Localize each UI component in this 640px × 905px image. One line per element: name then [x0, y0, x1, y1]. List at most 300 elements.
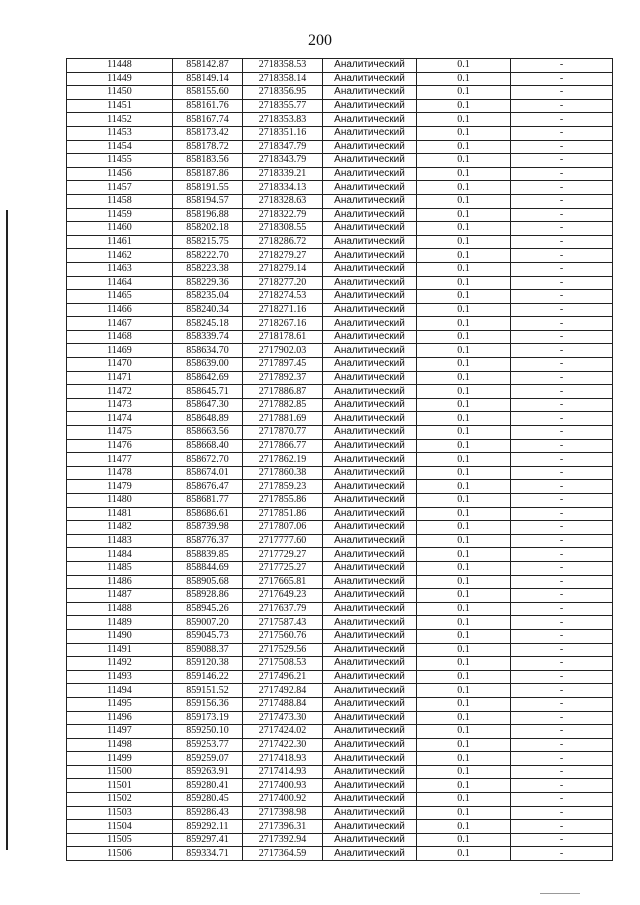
point-id-cell: 11496	[67, 711, 173, 725]
table-row	[67, 765, 613, 779]
note-cell: -	[511, 72, 613, 86]
accuracy-cell: 0.1	[417, 657, 511, 671]
y-coordinate-cell: 2717866.77	[243, 439, 323, 453]
accuracy-cell: 0.1	[417, 276, 511, 290]
table-row	[67, 480, 613, 494]
note-cell: -	[511, 194, 613, 208]
x-coordinate-cell: 858668.40	[173, 439, 243, 453]
x-coordinate-cell: 859259.07	[173, 752, 243, 766]
accuracy-cell: 0.1	[417, 833, 511, 847]
accuracy-cell: 0.1	[417, 847, 511, 861]
accuracy-cell: 0.1	[417, 752, 511, 766]
note-cell: -	[511, 589, 613, 603]
point-id-cell: 11463	[67, 262, 173, 276]
method-cell: Аналитический	[323, 725, 417, 739]
table-row	[67, 222, 613, 236]
method-cell: Аналитический	[323, 317, 417, 331]
table-row	[67, 494, 613, 508]
x-coordinate-cell: 859173.19	[173, 711, 243, 725]
accuracy-cell: 0.1	[417, 494, 511, 508]
y-coordinate-cell: 2717881.69	[243, 412, 323, 426]
table-row	[67, 317, 613, 331]
x-coordinate-cell: 859286.43	[173, 806, 243, 820]
method-cell: Аналитический	[323, 453, 417, 467]
y-coordinate-cell: 2718347.79	[243, 140, 323, 154]
y-coordinate-cell: 2718267.16	[243, 317, 323, 331]
table-row	[67, 113, 613, 127]
table-row	[67, 358, 613, 372]
method-cell: Аналитический	[323, 806, 417, 820]
point-id-cell: 11504	[67, 820, 173, 834]
x-coordinate-cell: 858905.68	[173, 575, 243, 589]
note-cell: -	[511, 385, 613, 399]
table-row	[67, 602, 613, 616]
y-coordinate-cell: 2718353.83	[243, 113, 323, 127]
point-id-cell: 11471	[67, 371, 173, 385]
y-coordinate-cell: 2717424.02	[243, 725, 323, 739]
note-cell: -	[511, 521, 613, 535]
point-id-cell: 11493	[67, 670, 173, 684]
point-id-cell: 11480	[67, 494, 173, 508]
method-cell: Аналитический	[323, 847, 417, 861]
accuracy-cell: 0.1	[417, 154, 511, 168]
note-cell: -	[511, 317, 613, 331]
accuracy-cell: 0.1	[417, 99, 511, 113]
point-id-cell: 11482	[67, 521, 173, 535]
accuracy-cell: 0.1	[417, 711, 511, 725]
note-cell: -	[511, 494, 613, 508]
note-cell: -	[511, 113, 613, 127]
point-id-cell: 11464	[67, 276, 173, 290]
x-coordinate-cell: 858223.38	[173, 262, 243, 276]
x-coordinate-cell: 858183.56	[173, 154, 243, 168]
x-coordinate-cell: 859253.77	[173, 738, 243, 752]
note-cell: -	[511, 738, 613, 752]
note-cell: -	[511, 779, 613, 793]
point-id-cell: 11472	[67, 385, 173, 399]
table-row	[67, 521, 613, 535]
y-coordinate-cell: 2718356.95	[243, 86, 323, 100]
x-coordinate-cell: 858240.34	[173, 303, 243, 317]
point-id-cell: 11501	[67, 779, 173, 793]
table-row	[67, 507, 613, 521]
note-cell: -	[511, 507, 613, 521]
method-cell: Аналитический	[323, 358, 417, 372]
coordinates-table	[66, 58, 613, 861]
accuracy-cell: 0.1	[417, 466, 511, 480]
accuracy-cell: 0.1	[417, 140, 511, 154]
x-coordinate-cell: 858945.26	[173, 602, 243, 616]
x-coordinate-cell: 858149.14	[173, 72, 243, 86]
point-id-cell: 11465	[67, 290, 173, 304]
accuracy-cell: 0.1	[417, 358, 511, 372]
method-cell: Аналитический	[323, 262, 417, 276]
accuracy-cell: 0.1	[417, 426, 511, 440]
table-row	[67, 371, 613, 385]
x-coordinate-cell: 858928.86	[173, 589, 243, 603]
accuracy-cell: 0.1	[417, 262, 511, 276]
accuracy-cell: 0.1	[417, 670, 511, 684]
x-coordinate-cell: 858681.77	[173, 494, 243, 508]
accuracy-cell: 0.1	[417, 480, 511, 494]
x-coordinate-cell: 858339.74	[173, 330, 243, 344]
method-cell: Аналитический	[323, 208, 417, 222]
method-cell: Аналитический	[323, 697, 417, 711]
point-id-cell: 11500	[67, 765, 173, 779]
table-row	[67, 439, 613, 453]
note-cell: -	[511, 426, 613, 440]
method-cell: Аналитический	[323, 167, 417, 181]
y-coordinate-cell: 2717560.76	[243, 629, 323, 643]
method-cell: Аналитический	[323, 507, 417, 521]
method-cell: Аналитический	[323, 833, 417, 847]
point-id-cell: 11476	[67, 439, 173, 453]
y-coordinate-cell: 2717418.93	[243, 752, 323, 766]
accuracy-cell: 0.1	[417, 806, 511, 820]
point-id-cell: 11455	[67, 154, 173, 168]
method-cell: Аналитический	[323, 534, 417, 548]
table-row	[67, 303, 613, 317]
scan-speck	[540, 893, 580, 894]
method-cell: Аналитический	[323, 779, 417, 793]
note-cell: -	[511, 86, 613, 100]
accuracy-cell: 0.1	[417, 507, 511, 521]
point-id-cell: 11449	[67, 72, 173, 86]
accuracy-cell: 0.1	[417, 616, 511, 630]
accuracy-cell: 0.1	[417, 765, 511, 779]
point-id-cell: 11505	[67, 833, 173, 847]
x-coordinate-cell: 859156.36	[173, 697, 243, 711]
y-coordinate-cell: 2717649.23	[243, 589, 323, 603]
method-cell: Аналитический	[323, 126, 417, 140]
y-coordinate-cell: 2718271.16	[243, 303, 323, 317]
x-coordinate-cell: 858645.71	[173, 385, 243, 399]
note-cell: -	[511, 833, 613, 847]
note-cell: -	[511, 765, 613, 779]
y-coordinate-cell: 2717860.38	[243, 466, 323, 480]
point-id-cell: 11456	[67, 167, 173, 181]
y-coordinate-cell: 2718277.20	[243, 276, 323, 290]
x-coordinate-cell: 859297.41	[173, 833, 243, 847]
y-coordinate-cell: 2717529.56	[243, 643, 323, 657]
note-cell: -	[511, 154, 613, 168]
point-id-cell: 11454	[67, 140, 173, 154]
x-coordinate-cell: 858739.98	[173, 521, 243, 535]
accuracy-cell: 0.1	[417, 589, 511, 603]
method-cell: Аналитический	[323, 426, 417, 440]
note-cell: -	[511, 276, 613, 290]
method-cell: Аналитический	[323, 629, 417, 643]
table-row	[67, 847, 613, 861]
method-cell: Аналитический	[323, 561, 417, 575]
table-row	[67, 629, 613, 643]
x-coordinate-cell: 859045.73	[173, 629, 243, 643]
y-coordinate-cell: 2717488.84	[243, 697, 323, 711]
table-row	[67, 344, 613, 358]
table-row	[67, 738, 613, 752]
y-coordinate-cell: 2718308.55	[243, 222, 323, 236]
point-id-cell: 11468	[67, 330, 173, 344]
method-cell: Аналитический	[323, 154, 417, 168]
point-id-cell: 11499	[67, 752, 173, 766]
y-coordinate-cell: 2717855.86	[243, 494, 323, 508]
accuracy-cell: 0.1	[417, 697, 511, 711]
y-coordinate-cell: 2718286.72	[243, 235, 323, 249]
accuracy-cell: 0.1	[417, 303, 511, 317]
table-row	[67, 534, 613, 548]
y-coordinate-cell: 2717882.85	[243, 398, 323, 412]
table-row	[67, 806, 613, 820]
note-cell: -	[511, 793, 613, 807]
point-id-cell: 11478	[67, 466, 173, 480]
point-id-cell: 11488	[67, 602, 173, 616]
x-coordinate-cell: 858235.04	[173, 290, 243, 304]
y-coordinate-cell: 2717892.37	[243, 371, 323, 385]
accuracy-cell: 0.1	[417, 561, 511, 575]
note-cell: -	[511, 167, 613, 181]
y-coordinate-cell: 2718279.14	[243, 262, 323, 276]
point-id-cell: 11494	[67, 684, 173, 698]
y-coordinate-cell: 2717862.19	[243, 453, 323, 467]
x-coordinate-cell: 859263.91	[173, 765, 243, 779]
method-cell: Аналитический	[323, 602, 417, 616]
note-cell: -	[511, 534, 613, 548]
y-coordinate-cell: 2717851.86	[243, 507, 323, 521]
point-id-cell: 11460	[67, 222, 173, 236]
accuracy-cell: 0.1	[417, 126, 511, 140]
accuracy-cell: 0.1	[417, 208, 511, 222]
method-cell: Аналитический	[323, 113, 417, 127]
note-cell: -	[511, 602, 613, 616]
x-coordinate-cell: 858222.70	[173, 249, 243, 263]
note-cell: -	[511, 439, 613, 453]
x-coordinate-cell: 859146.22	[173, 670, 243, 684]
table-row	[67, 657, 613, 671]
table-row	[67, 793, 613, 807]
x-coordinate-cell: 859280.41	[173, 779, 243, 793]
x-coordinate-cell: 858202.18	[173, 222, 243, 236]
y-coordinate-cell: 2717392.94	[243, 833, 323, 847]
point-id-cell: 11498	[67, 738, 173, 752]
accuracy-cell: 0.1	[417, 453, 511, 467]
point-id-cell: 11506	[67, 847, 173, 861]
point-id-cell: 11451	[67, 99, 173, 113]
note-cell: -	[511, 711, 613, 725]
y-coordinate-cell: 2717496.21	[243, 670, 323, 684]
note-cell: -	[511, 480, 613, 494]
y-coordinate-cell: 2717777.60	[243, 534, 323, 548]
table-row	[67, 711, 613, 725]
method-cell: Аналитический	[323, 398, 417, 412]
accuracy-cell: 0.1	[417, 820, 511, 834]
point-id-cell: 11469	[67, 344, 173, 358]
method-cell: Аналитический	[323, 412, 417, 426]
x-coordinate-cell: 858196.88	[173, 208, 243, 222]
x-coordinate-cell: 858663.56	[173, 426, 243, 440]
y-coordinate-cell: 2718328.63	[243, 194, 323, 208]
point-id-cell: 11457	[67, 181, 173, 195]
table-row	[67, 561, 613, 575]
point-id-cell: 11490	[67, 629, 173, 643]
method-cell: Аналитический	[323, 194, 417, 208]
table-body	[67, 59, 613, 861]
accuracy-cell: 0.1	[417, 439, 511, 453]
note-cell: -	[511, 575, 613, 589]
x-coordinate-cell: 858229.36	[173, 276, 243, 290]
x-coordinate-cell: 858648.89	[173, 412, 243, 426]
table-row	[67, 466, 613, 480]
method-cell: Аналитический	[323, 575, 417, 589]
x-coordinate-cell: 859280.45	[173, 793, 243, 807]
method-cell: Аналитический	[323, 616, 417, 630]
x-coordinate-cell: 858167.74	[173, 113, 243, 127]
method-cell: Аналитический	[323, 59, 417, 73]
table-row	[67, 589, 613, 603]
x-coordinate-cell: 858674.01	[173, 466, 243, 480]
y-coordinate-cell: 2717422.30	[243, 738, 323, 752]
y-coordinate-cell: 2717637.79	[243, 602, 323, 616]
table-row	[67, 779, 613, 793]
y-coordinate-cell: 2718355.77	[243, 99, 323, 113]
table-row	[67, 684, 613, 698]
point-id-cell: 11448	[67, 59, 173, 73]
method-cell: Аналитический	[323, 494, 417, 508]
method-cell: Аналитический	[323, 589, 417, 603]
method-cell: Аналитический	[323, 466, 417, 480]
x-coordinate-cell: 858844.69	[173, 561, 243, 575]
x-coordinate-cell: 858642.69	[173, 371, 243, 385]
point-id-cell: 11486	[67, 575, 173, 589]
table-row	[67, 99, 613, 113]
table-row	[67, 249, 613, 263]
point-id-cell: 11475	[67, 426, 173, 440]
method-cell: Аналитический	[323, 643, 417, 657]
x-coordinate-cell: 858215.75	[173, 235, 243, 249]
point-id-cell: 11483	[67, 534, 173, 548]
method-cell: Аналитический	[323, 371, 417, 385]
x-coordinate-cell: 858173.42	[173, 126, 243, 140]
accuracy-cell: 0.1	[417, 534, 511, 548]
table-row	[67, 616, 613, 630]
x-coordinate-cell: 858142.87	[173, 59, 243, 73]
table-row	[67, 72, 613, 86]
point-id-cell: 11491	[67, 643, 173, 657]
method-cell: Аналитический	[323, 385, 417, 399]
accuracy-cell: 0.1	[417, 521, 511, 535]
point-id-cell: 11503	[67, 806, 173, 820]
note-cell: -	[511, 126, 613, 140]
accuracy-cell: 0.1	[417, 548, 511, 562]
note-cell: -	[511, 290, 613, 304]
note-cell: -	[511, 670, 613, 684]
page-number: 200	[308, 32, 332, 49]
accuracy-cell: 0.1	[417, 575, 511, 589]
accuracy-cell: 0.1	[417, 317, 511, 331]
x-coordinate-cell: 858161.76	[173, 99, 243, 113]
note-cell: -	[511, 684, 613, 698]
y-coordinate-cell: 2717902.03	[243, 344, 323, 358]
method-cell: Аналитический	[323, 657, 417, 671]
method-cell: Аналитический	[323, 290, 417, 304]
y-coordinate-cell: 2717508.53	[243, 657, 323, 671]
y-coordinate-cell: 2717398.98	[243, 806, 323, 820]
note-cell: -	[511, 616, 613, 630]
method-cell: Аналитический	[323, 670, 417, 684]
y-coordinate-cell: 2718274.53	[243, 290, 323, 304]
y-coordinate-cell: 2717897.45	[243, 358, 323, 372]
y-coordinate-cell: 2718343.79	[243, 154, 323, 168]
y-coordinate-cell: 2717400.93	[243, 779, 323, 793]
x-coordinate-cell: 858639.00	[173, 358, 243, 372]
note-cell: -	[511, 657, 613, 671]
method-cell: Аналитический	[323, 820, 417, 834]
table-row	[67, 385, 613, 399]
y-coordinate-cell: 2717492.84	[243, 684, 323, 698]
x-coordinate-cell: 859120.38	[173, 657, 243, 671]
y-coordinate-cell: 2717729.27	[243, 548, 323, 562]
method-cell: Аналитический	[323, 303, 417, 317]
method-cell: Аналитический	[323, 99, 417, 113]
table-row	[67, 181, 613, 195]
method-cell: Аналитический	[323, 480, 417, 494]
x-coordinate-cell: 858155.60	[173, 86, 243, 100]
note-cell: -	[511, 725, 613, 739]
method-cell: Аналитический	[323, 330, 417, 344]
accuracy-cell: 0.1	[417, 235, 511, 249]
table-row	[67, 167, 613, 181]
accuracy-cell: 0.1	[417, 643, 511, 657]
note-cell: -	[511, 548, 613, 562]
table-row	[67, 59, 613, 73]
accuracy-cell: 0.1	[417, 222, 511, 236]
table-row	[67, 426, 613, 440]
note-cell: -	[511, 59, 613, 73]
y-coordinate-cell: 2717400.92	[243, 793, 323, 807]
accuracy-cell: 0.1	[417, 398, 511, 412]
y-coordinate-cell: 2717725.27	[243, 561, 323, 575]
binding-line	[6, 210, 8, 850]
x-coordinate-cell: 858191.55	[173, 181, 243, 195]
x-coordinate-cell: 858647.30	[173, 398, 243, 412]
point-id-cell: 11474	[67, 412, 173, 426]
note-cell: -	[511, 412, 613, 426]
y-coordinate-cell: 2717886.87	[243, 385, 323, 399]
note-cell: -	[511, 222, 613, 236]
x-coordinate-cell: 858686.61	[173, 507, 243, 521]
point-id-cell: 11489	[67, 616, 173, 630]
note-cell: -	[511, 752, 613, 766]
note-cell: -	[511, 249, 613, 263]
note-cell: -	[511, 643, 613, 657]
point-id-cell: 11466	[67, 303, 173, 317]
point-id-cell: 11481	[67, 507, 173, 521]
accuracy-cell: 0.1	[417, 72, 511, 86]
x-coordinate-cell: 858776.37	[173, 534, 243, 548]
point-id-cell: 11452	[67, 113, 173, 127]
point-id-cell: 11467	[67, 317, 173, 331]
note-cell: -	[511, 303, 613, 317]
y-coordinate-cell: 2717587.43	[243, 616, 323, 630]
method-cell: Аналитический	[323, 235, 417, 249]
accuracy-cell: 0.1	[417, 330, 511, 344]
method-cell: Аналитический	[323, 249, 417, 263]
table-row	[67, 126, 613, 140]
point-id-cell: 11461	[67, 235, 173, 249]
method-cell: Аналитический	[323, 793, 417, 807]
point-id-cell: 11485	[67, 561, 173, 575]
method-cell: Аналитический	[323, 752, 417, 766]
y-coordinate-cell: 2717364.59	[243, 847, 323, 861]
